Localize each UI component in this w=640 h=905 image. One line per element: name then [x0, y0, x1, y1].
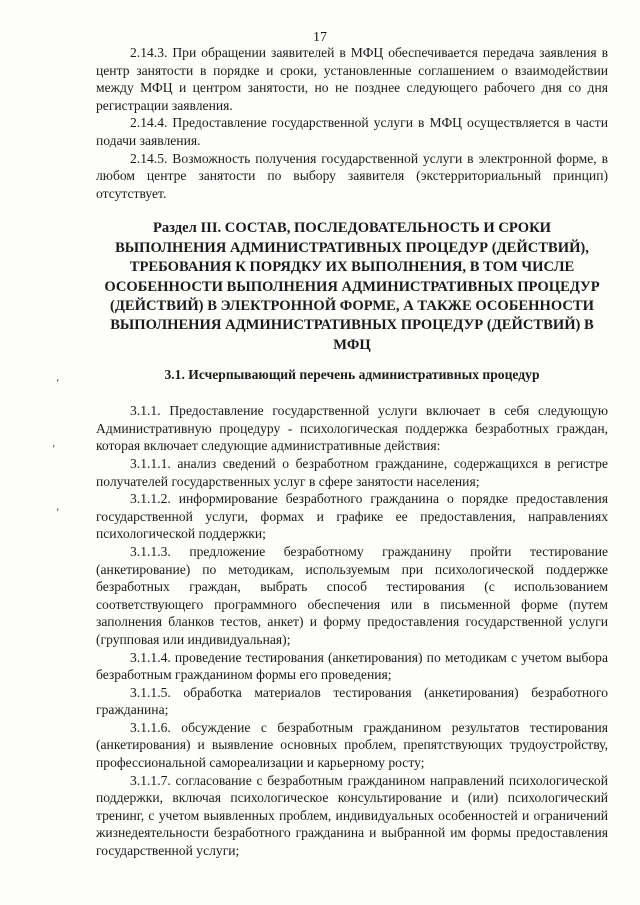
paragraph-3-1-1-2: 3.1.1.2. информирование безработного гражданина о порядке предоставления государственной услуги, формах и графике ее предоставления, направлениях психологической поддержки; [96, 491, 608, 542]
page-number: 17 [313, 30, 327, 45]
paragraph-3-1-1-5: 3.1.1.5. обработка материалов тестирования (анкетирования) безработного гражданина; [96, 684, 608, 718]
margin-mark: ’ [52, 443, 56, 456]
margin-mark: ‘ [56, 377, 60, 390]
paragraph-3-1-1-4: 3.1.1.4. проведение тестирования (анкетирования) по методикам с учетом выбора безработным гражданином формы его проведения; [96, 649, 608, 683]
paragraph-2-14-5: 2.14.5. Возможность получения государственной услуги в электронной форме, в любом центре занятости по выбору заявителя (экстерриториальный принцип) отсутствует. [96, 150, 608, 201]
subsection-title: 3.1. Исчерпывающий перечень административных процедур [164, 367, 540, 383]
paragraph-2-14-4: 2.14.4. Предоставление государственной услуги в МФЦ осуществляется в части подачи заявления. [96, 115, 608, 148]
paragraph-3-1-1-7: 3.1.1.7. согласование с безработным гражданином направлений психологической поддержки, включая психологическое консультирование и (или) психологический тренинг, с учетом выявленных проблем, индивидуальных особенностей и ограничений жизнедеятельности безработного гражданина и выбранной им формы предоставления государственной услуги; [96, 772, 608, 859]
paragraph-2-14-3: 2.14.3. При обращении заявителей в МФЦ обеспечивается передача заявления в центр занятости в порядке и сроки, установленные соглашением о взаимодействии между МФЦ и центром занятости, но не позднее следующего рабочего дня со дня регистрации заявления. [96, 45, 608, 113]
paragraph-3-1-1-3: 3.1.1.3. предложение безработному гражданину пройти тестирование (анкетирование) по методикам, используемым при психологической поддержке безработных граждан, выбрать способ тестирования (с использованием соответствующего программного обеспечения или в письменной форме (путем заполнения бланков тестов, анкет) и форму предоставления государственной услуги (групповая или индивидуальная); [96, 543, 608, 647]
paragraph-3-1-1-6: 3.1.1.6. обсуждение с безработным гражданином результатов тестирования (анкетирования) и выявление основных проблем, препятствующих трудоустройству, профессиональной самореализации и карьерному росту; [96, 719, 608, 771]
document-body [96, 44, 608, 860]
paragraph-3-1-1: 3.1.1. Предоставление государственной услуги включает в себя следующую Административную процедуру - психологическая поддержка безработных граждан, которая включает следующие административные действия: [96, 403, 608, 454]
paragraph-3-1-1-1: 3.1.1.1. анализ сведений о безработном гражданине, содержащихся в регистре получателей государственных услуг в сфере занятости населения; [96, 455, 608, 489]
section-title: Раздел III. СОСТАВ, ПОСЛЕДОВАТЕЛЬНОСТЬ И СРОКИ ВЫПОЛНЕНИЯ АДМИНИСТРАТИВНЫХ ПРОЦЕДУР (ДЕЙСТВИЙ), ТРЕБОВАНИЯ К ПОРЯДКУ ИХ ВЫПОЛНЕНИЯ, В ТОМ ЧИСЛЕ ОСОБЕННОСТИ ВЫПОЛНЕНИЯ АДМИНИСТРАТИВНЫХ ПРОЦЕДУР (ДЕЙСТВИЙ) В ЭЛЕКТРОННОЙ ФОРМЕ, А ТАКЖЕ ОСОБЕННОСТИ ВЫПОЛНЕНИЯ АДМИНИСТРАТИВНЫХ ПРОЦЕДУР (ДЕЙСТВИЙ) В МФЦ [104, 220, 600, 353]
margin-mark: , [56, 500, 60, 513]
